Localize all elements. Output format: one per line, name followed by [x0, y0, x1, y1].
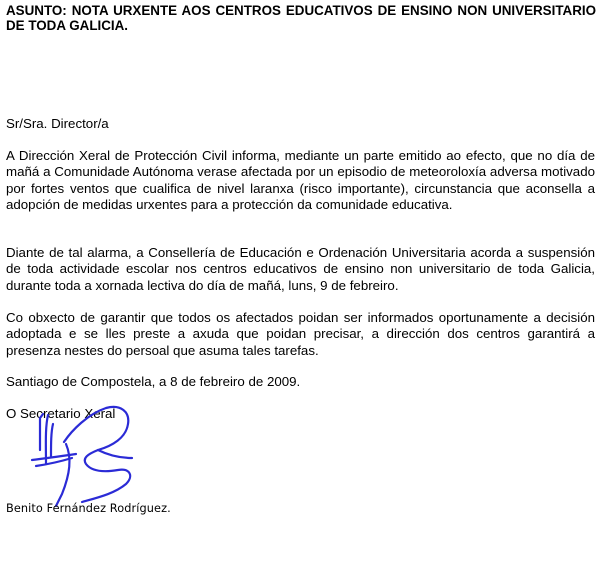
closing-title: O Secretario Xeral [6, 406, 116, 421]
paragraph-staff-presence: Co obxecto de garantir que todos os afectados poidan ser informados oportunamente a decisión adoptada e se lles preste a axuda que poidan precisar, a dirección dos centros garantirá a presenza nestes do persoal que asuma tales tarefas. [6, 310, 595, 358]
salutation: Sr/Sra. Director/a [6, 116, 109, 131]
paragraph-school-suspension: Diante de tal alarma, a Consellería de Educación e Ordenación Universitaria acorda a suspensión de toda actividade escolar nos centros educativos de ensino non universitario de toda Galicia, durante toda a xornada lectiva do día de mañá, luns, 9 de febreiro. [6, 245, 595, 293]
place-and-date: Santiago de Compostela, a 8 de febreiro de 2009. [6, 374, 301, 389]
signer-name: Benito Fernández Rodríguez. [6, 502, 171, 515]
handwritten-signature-icon [26, 398, 166, 510]
paragraph-weather-warning: A Dirección Xeral de Protección Civil informa, mediante un parte emitido ao efecto, que no día de mañá a Comunidade Autónoma verase afectada por un episodio de meteoroloxía adversa motivado por fortes ventos que cualifica de nivel laranxa (risco importante), circunstancia que aconsella a adopción de medidas urxentes para a protección da comunidade educativa. [6, 148, 595, 212]
subject-heading: ASUNTO: NOTA URXENTE AOS CENTROS EDUCATIVOS DE ENSINO NON UNIVERSITARIO DE TODA GALICIA. [6, 3, 596, 33]
